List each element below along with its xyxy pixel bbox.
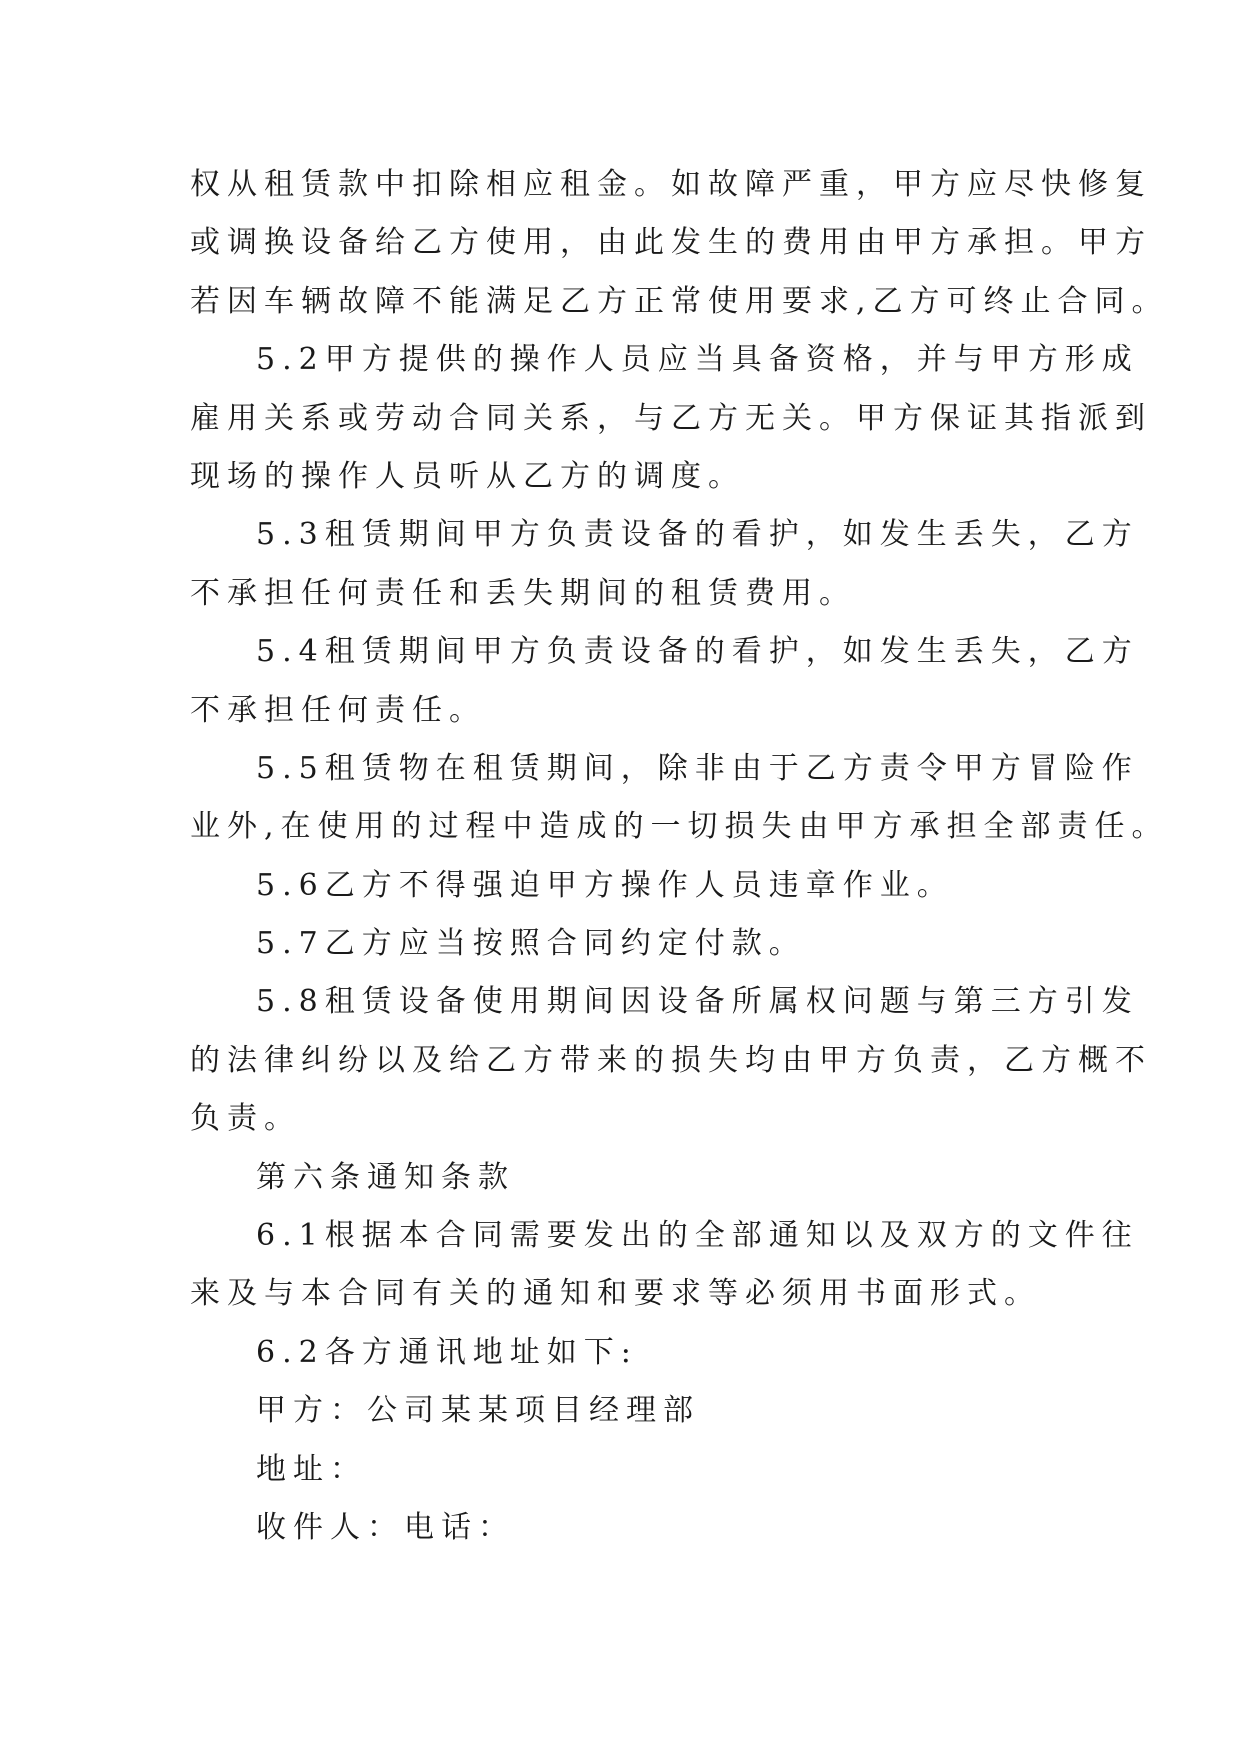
recipient-phone-line: 收件人：电话： xyxy=(256,1509,515,1545)
paragraph-line: 不承担任何责任和丢失期间的租赁费用。 xyxy=(190,575,856,611)
document-body xyxy=(190,156,1169,1557)
paragraph-line: 不承担任何责任。 xyxy=(190,692,486,728)
paragraph-line: 业外,在使用的过程中造成的一切损失由甲方承担全部责任。 xyxy=(190,809,1169,845)
paragraph-line: 负责。 xyxy=(190,1101,301,1137)
clause-5-4-line: 5.4租赁期间甲方负责设备的看护，如发生丢失，乙方 xyxy=(256,634,1139,670)
party-a-line: 甲方：公司某某项目经理部 xyxy=(256,1393,700,1429)
paragraph-line: 雇用关系或劳动合同关系，与乙方无关。甲方保证其指派到 xyxy=(190,400,1152,436)
paragraph-line: 或调换设备给乙方使用，由此发生的费用由甲方承担。甲方 xyxy=(190,225,1152,261)
clause-5-7-line: 5.7乙方应当按照合同约定付款。 xyxy=(256,926,806,962)
clause-5-8-line: 5.8租赁设备使用期间因设备所属权问题与第三方引发 xyxy=(256,984,1139,1020)
clause-6-1-line: 6.1根据本合同需要发出的全部通知以及双方的文件往 xyxy=(256,1218,1139,1254)
paragraph-line: 的法律纠纷以及给乙方带来的损失均由甲方负责，乙方概不 xyxy=(190,1042,1152,1078)
clause-5-6-line: 5.6乙方不得强迫甲方操作人员违章作业。 xyxy=(256,867,954,903)
clause-6-2-line: 6.2各方通讯地址如下: xyxy=(256,1334,638,1370)
paragraph-line: 来及与本合同有关的通知和要求等必须用书面形式。 xyxy=(190,1276,1041,1312)
paragraph-line: 现场的操作人员听从乙方的调度。 xyxy=(190,458,745,494)
clause-5-3-line: 5.3租赁期间甲方负责设备的看护，如发生丢失，乙方 xyxy=(256,517,1139,553)
clause-5-5-line: 5.5租赁物在租赁期间，除非由于乙方责令甲方冒险作 xyxy=(256,750,1139,786)
clause-5-2-line: 5.2甲方提供的操作人员应当具备资格，并与甲方形成 xyxy=(256,342,1139,378)
paragraph-line: 若因车辆故障不能满足乙方正常使用要求,乙方可终止合同。 xyxy=(190,283,1169,319)
address-line: 地址： xyxy=(256,1451,367,1487)
section-heading-article-6: 第六条通知条款 xyxy=(256,1159,515,1195)
paragraph-line: 权从租赁款中扣除相应租金。如故障严重，甲方应尽快修复 xyxy=(190,167,1152,202)
